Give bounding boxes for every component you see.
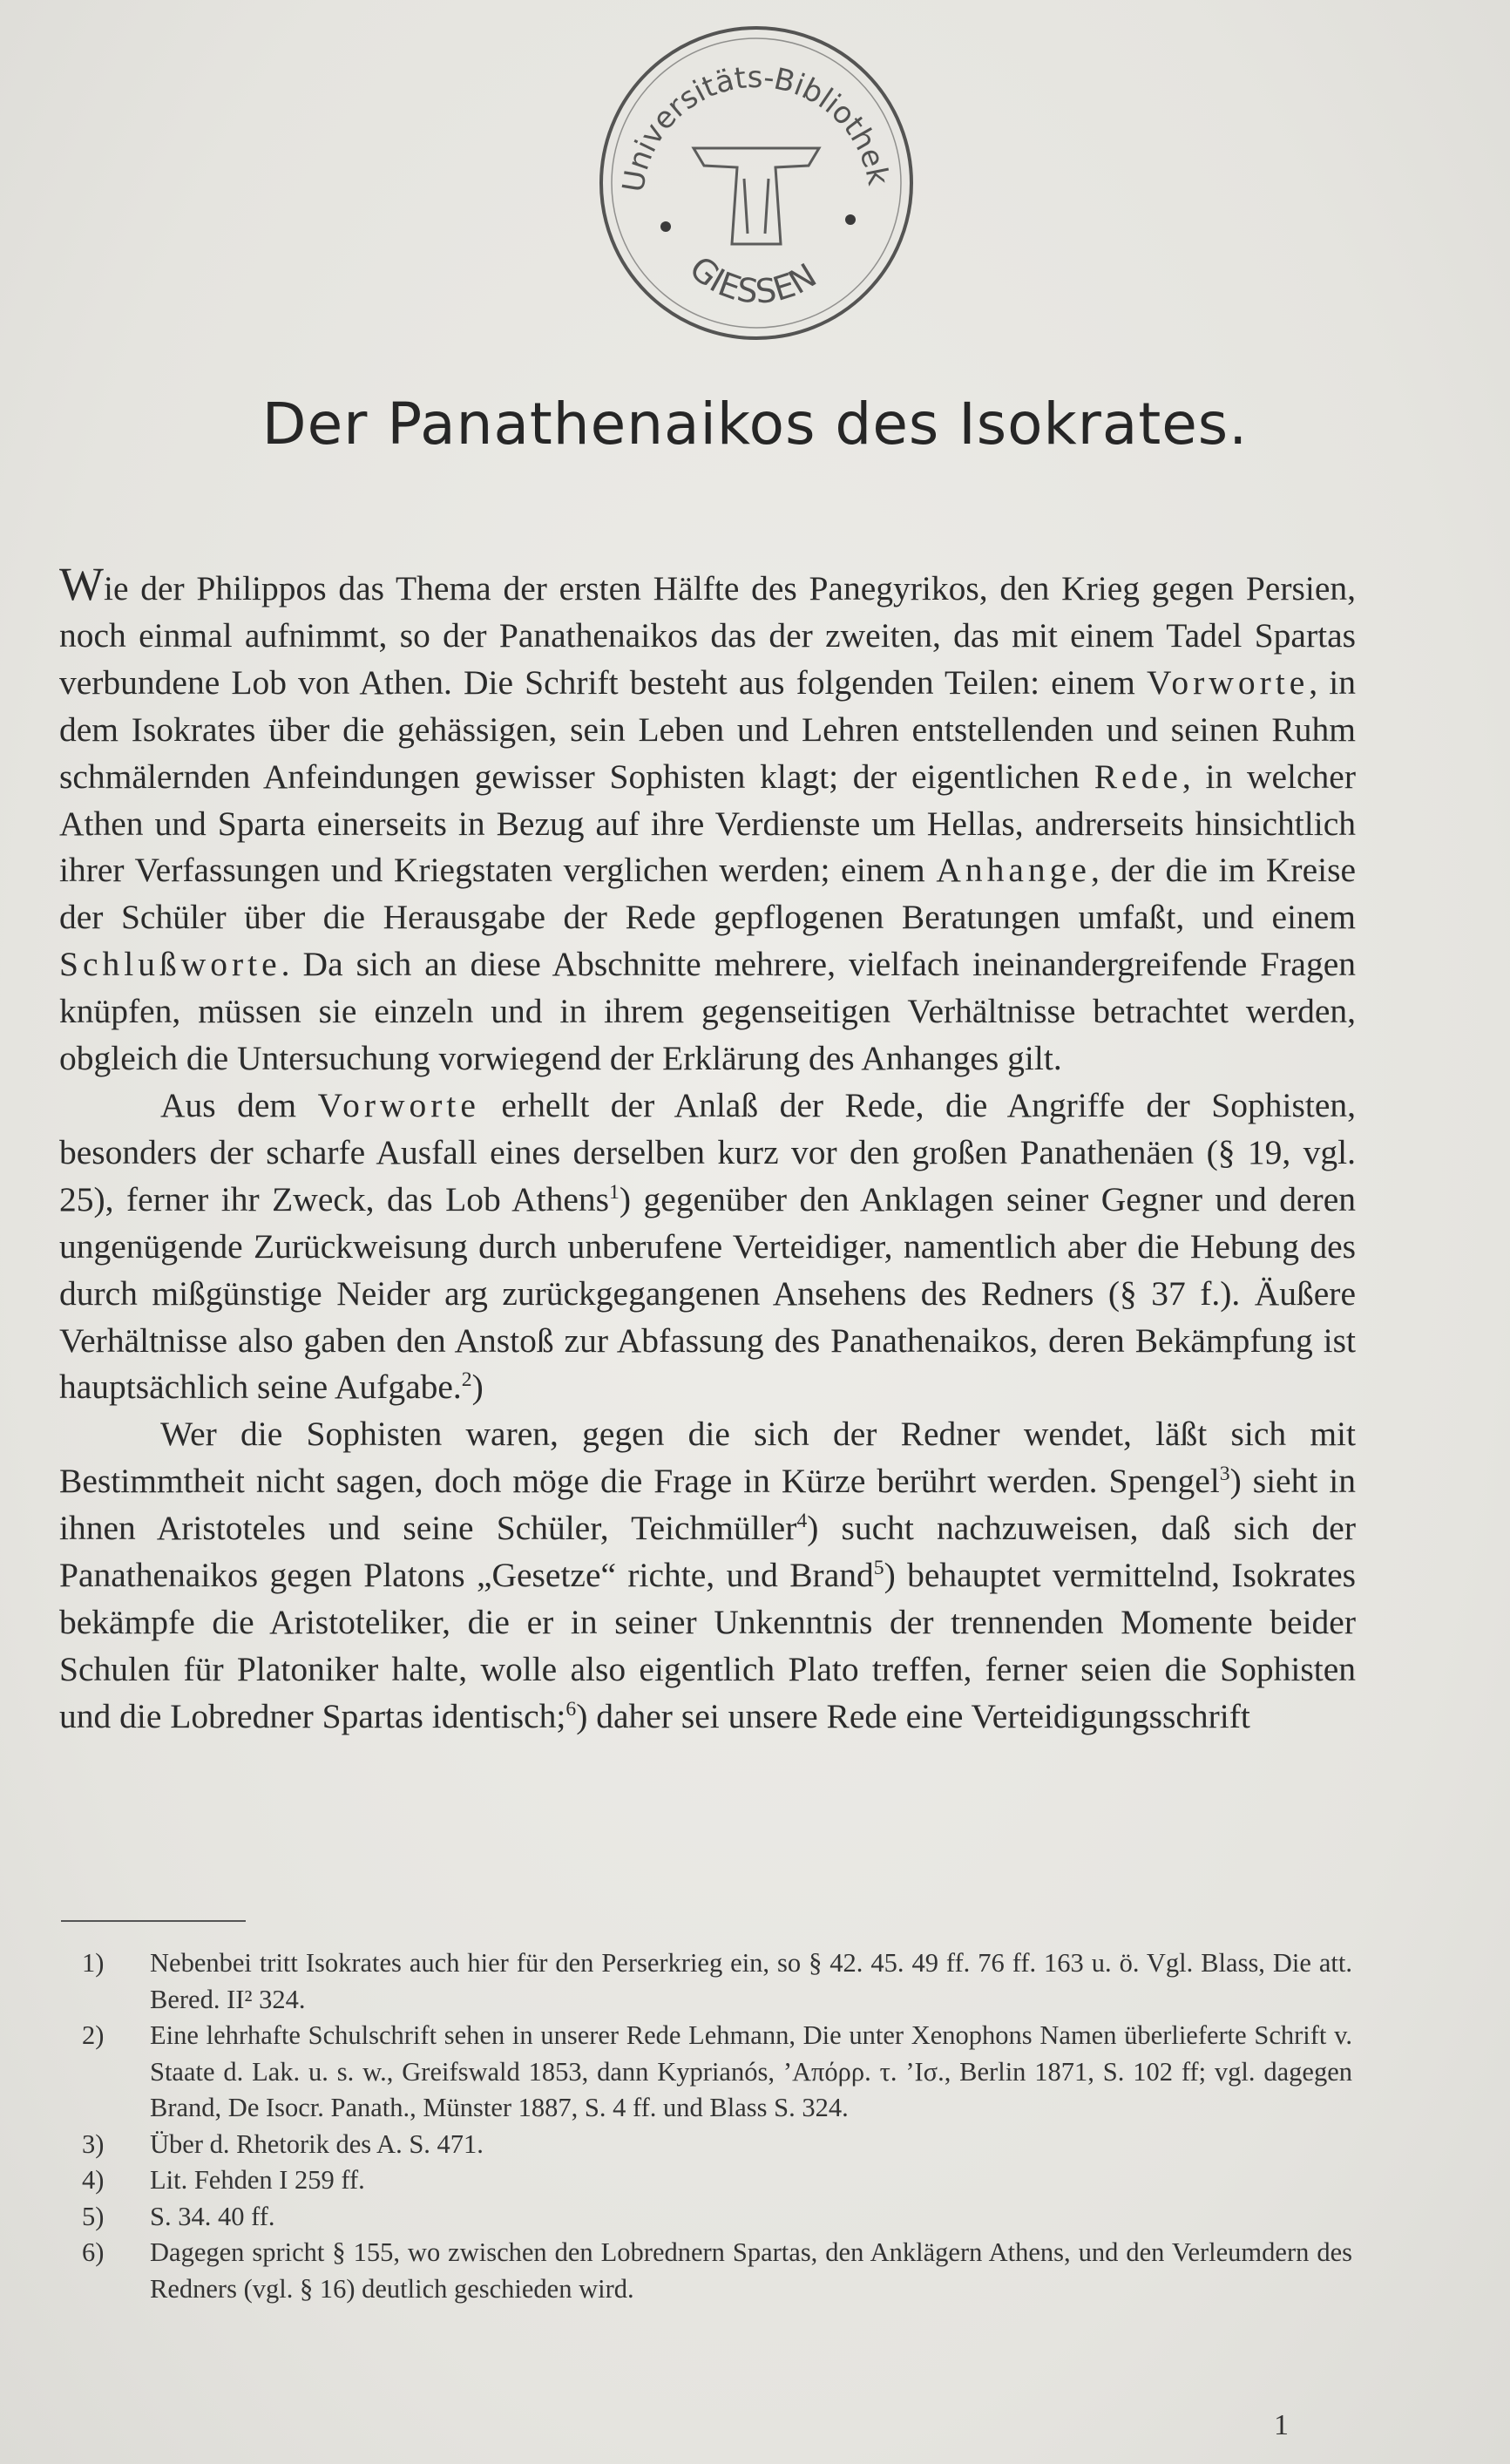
- footnote-ref: 4: [796, 1509, 808, 1532]
- spaced-term: Anhange: [936, 851, 1091, 890]
- footnote: 3) Über d. Rhetorik des A. S. 471.: [64, 2127, 1352, 2163]
- footnotes: [64, 1945, 1352, 2307]
- footnote-marker: 1): [82, 1948, 105, 1978]
- footnote-ref: 5: [873, 1556, 884, 1579]
- footnote: 2) Eine lehrhafte Schulschrift sehen in unserer Rede Lehmann, Die unter Xenophons Namen überlieferte Schrift v. Staate d. Lak. u. s. w., Greifswald 1853, dann Kyprianós, ’Απόρρ. τ. ’Ισ., Berlin 1871, S. 102 ff; vgl. dagegen Brand, De Isocr. Panath., Münster 1887, S. 4 ff. und Blass S. 324.: [64, 2018, 1352, 2127]
- footnote: 6) Dagegen spricht § 155, wo zwischen den Lobrednern Spartas, den Anklägern Athens, und den Verleumdern des Redners (vgl. § 16) deutlich geschieden wird.: [64, 2235, 1352, 2307]
- spaced-term: Vorworte: [317, 1085, 480, 1124]
- spaced-term: Vorworte: [1146, 662, 1310, 702]
- svg-text:Universitäts-Bibliothek: Universitäts-Bibliothek: [616, 59, 896, 195]
- footnote-divider: [61, 1920, 246, 1922]
- footnote: 5) S. 34. 40 ff.: [64, 2199, 1352, 2236]
- library-stamp: [591, 17, 922, 349]
- footnote-ref: 3: [1219, 1463, 1230, 1486]
- stamp-dot-icon: [845, 214, 856, 225]
- tau-cross-icon: [694, 148, 819, 244]
- footnote-marker: 5): [82, 2201, 105, 2231]
- main-text: [59, 558, 1357, 1741]
- footnote: 4) Lit. Fehden I 259 ff.: [64, 2162, 1352, 2199]
- spaced-term: Schlußworte: [59, 945, 281, 984]
- page-title: Der Panathenaikos des Isokrates.: [261, 390, 1249, 458]
- paragraph-1: Wie der Philippos das Thema der ersten Hälfte des Panegyrikos, den Krieg gegen Persien, noch einmal aufnimmt, so der Panathenaikos das der zweiten, das mit einem Tadel Spartas verbundene Lob von Athen. Die Schrift besteht aus folgenden Teilen: einem Vorworte, in dem Isokrates über die gehässigen, sein Leben und Lehren entstellenden und seinen Ruhm schmälernden Anfeindungen gewisser Sophisten klagt; der eigentlichen Rede, in welcher Athen und Sparta einerseits in Bezug auf ihre Verdienste um Hellas, andrerseits hinsichtlich ihrer Verfassungen und Kriegstaten verglichen werden; einem Anhange, der die im Kreise der Schüler über die Herausgabe der Rede gepflogenen Beratungen umfaßt, und einem Schlußworte. Da sich an diese Abschnitte mehrere, vielfach ineinandergreifende Fragen knüpfen, müssen sie einzeln und in ihrem gegenseitigen Verhältnisse betrachtet werden, obgleich die Untersuchung vorwiegend der Erklärung des Anhanges gilt.: [59, 558, 1357, 1078]
- footnote-marker: 6): [82, 2237, 105, 2267]
- paragraph-3: Wer die Sophisten waren, gegen die sich der Redner wendet, läßt sich mit Bestimmtheit nicht sagen, doch möge die Frage in Kürze berührt werden. Spengel$^3$) sieht in ihnen Aristoteles und seine Schüler, Teichmüller$^4$) sucht nachzuweisen, daß sich der Panathenaikos gegen Platons „Gesetze“ richte, und Brand$^5$) behauptet vermittelnd, Isokrates bekämpfe die Aristoteliker, die er in seiner Unkenntnis der trennenden Momente beider Schulen für Platoniker halte, wolle also eigentlich Plato treffen, ferner seien die Sophisten und die Lobredner Spartas identisch;$^6$) daher sei unsere Rede eine Verteidigungsschrift: [59, 1415, 1357, 1735]
- svg-text:GIESSEN: GIESSEN: [682, 248, 823, 311]
- footnote-marker: 2): [82, 2020, 105, 2050]
- stamp-text: [616, 60, 896, 311]
- footnote-ref: 2: [461, 1368, 472, 1392]
- stamp-dot-icon: [660, 221, 671, 232]
- spaced-term: Rede: [1094, 757, 1182, 796]
- footnote-ref: 6: [565, 1697, 577, 1721]
- page-number: 1: [1274, 2409, 1289, 2441]
- footnote: 1) Nebenbei tritt Isokrates auch hier für den Perserkrieg ein, so § 42. 45. 49 ff. 76 ff. 163 u. ö. Vgl. Blass, Die att. Bered. II² 324.: [64, 1945, 1352, 2018]
- footnote-marker: 3): [82, 2128, 105, 2159]
- paragraph-2: Aus dem Vorworte erhellt der Anlaß der Rede, die Angriffe der Sophisten, besonders der scharfe Ausfall eines derselben kurz vor den großen Panathenäen (§ 19, vgl. 25), ferner ihr Zweck, das Lob Athens$^1$) gegenüber den Anklagen seiner Gegner und deren ungenügende Zurückweisung durch unberufene Verteidiger, namentlich aber die Hebung des durch mißgünstige Neider arg zurückgegangenen Ansehens des Redners (§ 37 f.). Äußere Verhältnisse also gaben den Anstoß zur Abfassung des Panathenaikos, deren Bekämpfung ist hauptsächlich seine Aufgabe.$^2$): [59, 1085, 1356, 1407]
- footnote-ref: 1: [609, 1180, 620, 1204]
- footnote-marker: 4): [82, 2165, 105, 2195]
